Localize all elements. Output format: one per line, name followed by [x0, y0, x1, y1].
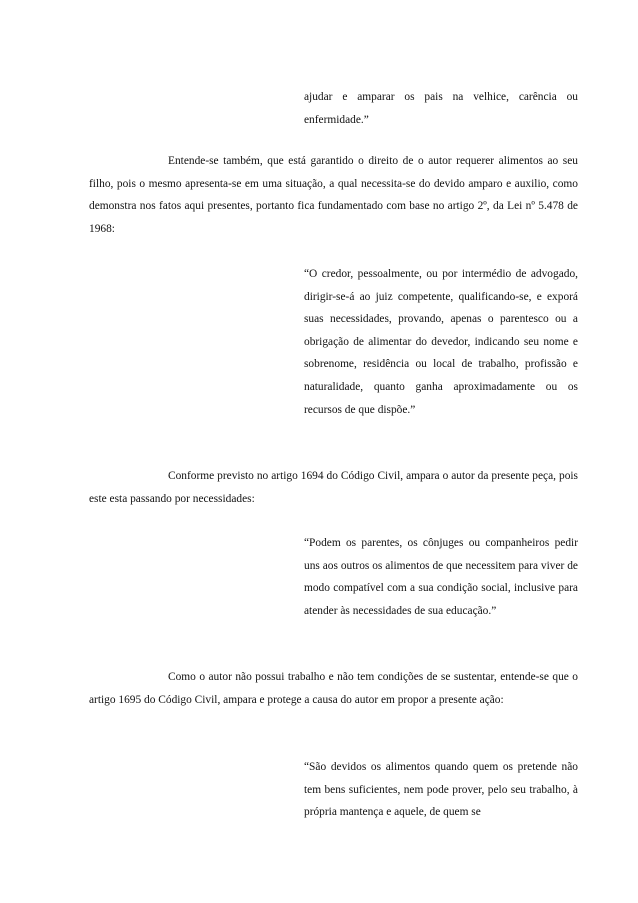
paragraph-alimentos-direito: Entende-se também, que está garantido o direito de o autor requerer alimentos ao seu filho, pois o mesmo apresenta-se em uma situação, a qual necessita-se do devido amparo e auxilio, como demonstra nos fatos aqui presentes, portanto fica fundamentado com base no artigo 2º, da Lei nº 5.478 de 1968: — [89, 155, 578, 235]
paragraph-artigo-1694: Conforme previsto no artigo 1694 do Código Civil, ampara o autor da presente peça, pois este esta passando por necessidades: — [89, 470, 578, 505]
paragraph-artigo-1695: Como o autor não possui trabalho e não tem condições de se sustentar, entende-se que o artigo 1695 do Código Civil, ampara e protege a causa do autor em propor a presente ação: — [89, 671, 578, 706]
quote-artigo-1695: “São devidos os alimentos quando quem os pretende não tem bens suficientes, nem pode prover, pelo seu trabalho, à própria mantença e aquele, de quem se — [304, 761, 578, 819]
quote-continuation: ajudar e amparar os pais na velhice, carência ou enfermidade.” — [304, 91, 578, 126]
quote-artigo-1694: “Podem os parentes, os cônjuges ou companheiros pedir uns aos outros os alimentos de que necessitem para viver de modo compatível com a sua condição social, inclusive para atender às necessidades de sua educação.” — [304, 537, 578, 617]
quote-lei-5478: “O credor, pessoalmente, ou por intermédio de advogado, dirigir-se-á ao juiz competente, qualificando-se, e exporá suas necessidades, provando, apenas o parentesco ou a obrigação de alimentar do devedor, indicando seu nome e sobrenome, residência ou local de trabalho, profissão e naturalidade, quanto ganha aproximadamente ou os recursos de que dispõe.” — [304, 268, 578, 416]
